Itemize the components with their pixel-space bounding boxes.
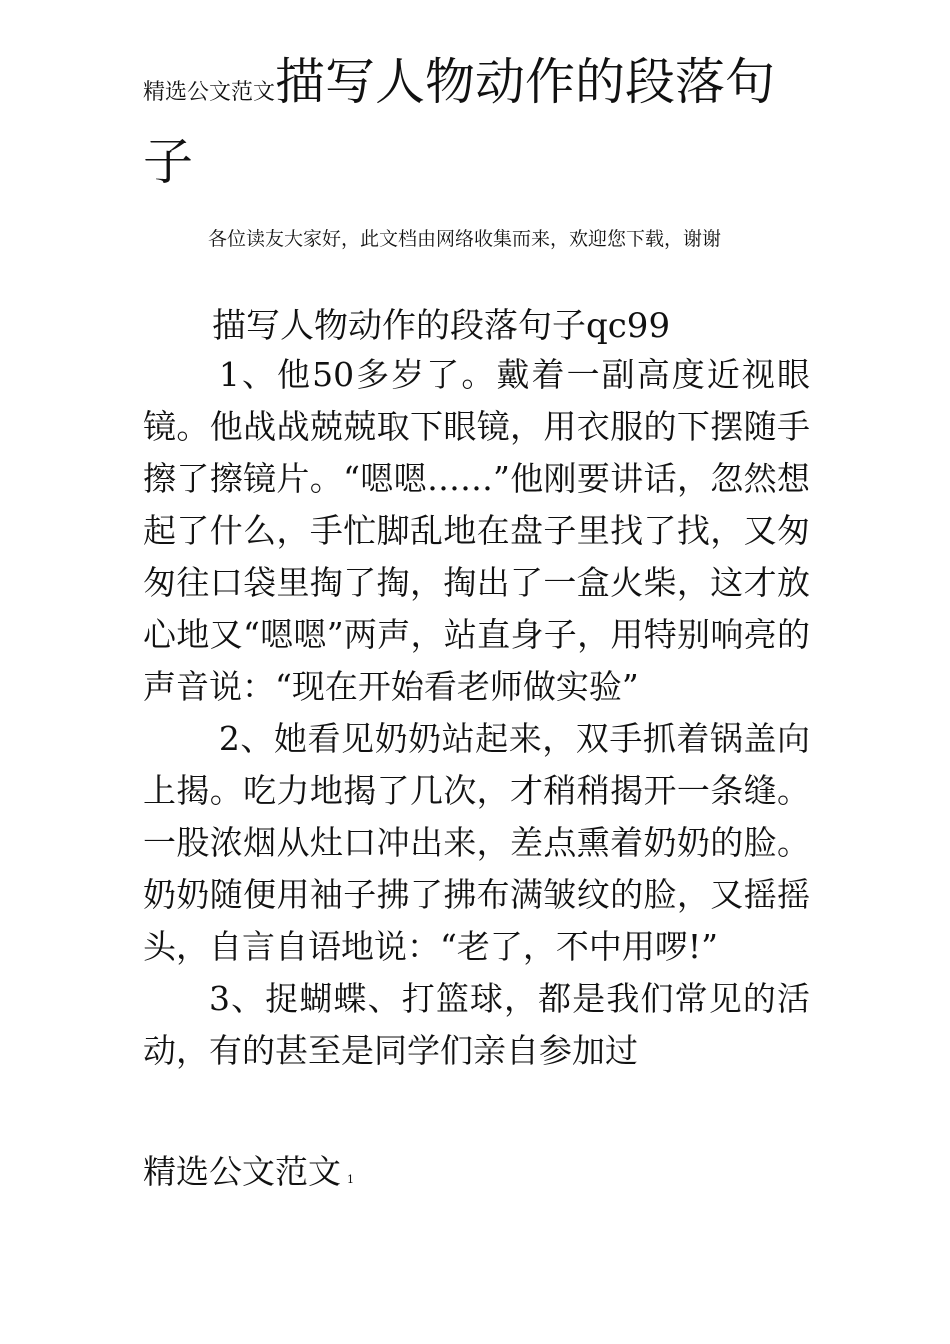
header-label: 精选公文范文 <box>143 80 276 105</box>
paragraph-3: 3、捉蝴蝶、打篮球，都是我们常见的活动，有的甚至是同学们亲自参加过 <box>143 979 810 1070</box>
paragraph-1: 1、他50多岁了。戴着一副高度近视眼镜。他战战兢兢取下眼镜，用衣服的下摆随手擦了擦镜片。“嗯嗯……”他刚要讲话，忽然想起了什么，手忙脚乱地在盘子里找了找，又匆匆往口袋里掏了掏，掏出了一盒火柴，这才放心地又“嗯嗯”两声，站直身子，用特别响亮的声音说：“现在开始看老师做实验” <box>143 355 810 706</box>
page-number: 1 <box>347 1173 354 1186</box>
page-footer <box>143 1146 354 1193</box>
document-title: 描写人物动作的段落句子 <box>143 53 776 191</box>
document-header <box>143 48 823 208</box>
section-title: 描写人物动作的段落句子qc99 <box>212 306 671 346</box>
document-body <box>143 349 810 1077</box>
footer-label: 精选公文范文 <box>143 1152 341 1191</box>
intro-line: 各位读友大家好，此文档由网络收集而来，欢迎您下载，谢谢 <box>208 228 722 250</box>
paragraph-2: 2、她看见奶奶站起来，双手抓着锅盖向上揭。吃力地揭了几次，才稍稍揭开一条缝。一股浓烟从灶口冲出来，差点熏着奶奶的脸。奶奶随便用袖子拂了拂布满皱纹的脸，又摇摇头，自言自语地说：“老了，不中用啰!” <box>143 719 810 966</box>
